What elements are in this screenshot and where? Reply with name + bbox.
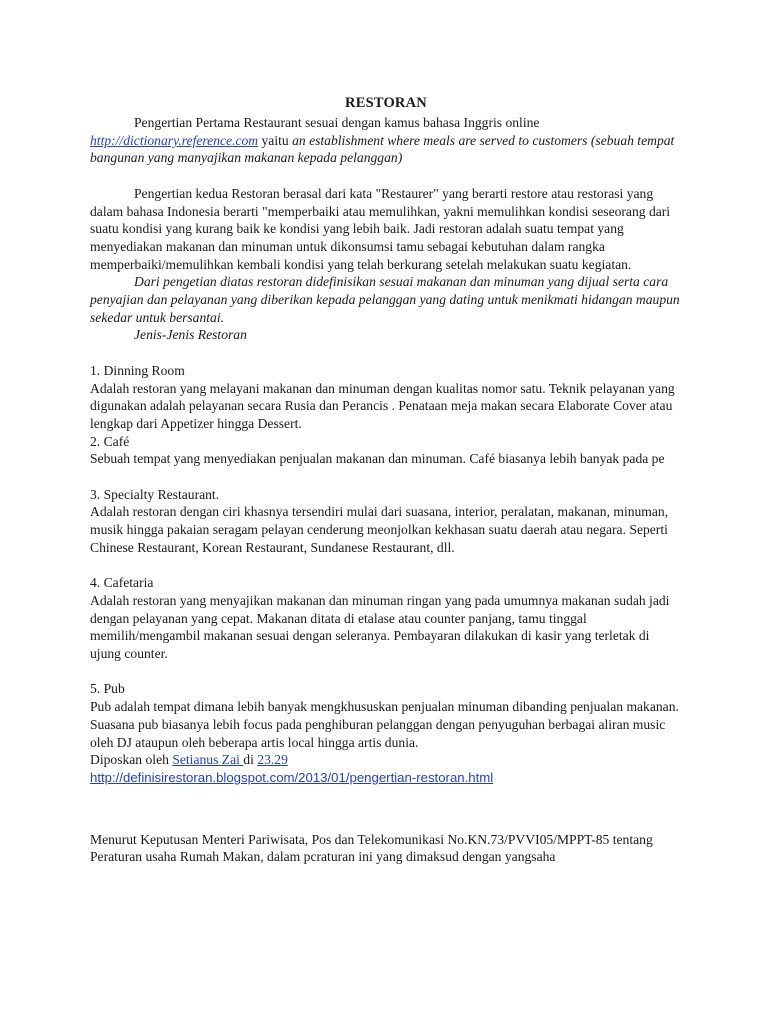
intro-yaitu: yaitu: [258, 132, 293, 148]
type-1-heading: 1. Dinning Room: [90, 362, 185, 378]
type-4-body: Adalah restoran yang menyajikan makanan dan minuman ringan yang pada umumnya makanan sudah jadi dengan pelayanan yang cepat. Makanan ditata di etalase atau counter panjang, tamu tinggal memilih/mengambil makanan sesuai dengan seleranya. Pembayaran dilakukan di kasir yang terletak di ujung counter.: [90, 592, 670, 662]
time-link[interactable]: 23.29: [257, 752, 288, 768]
type-3-body: Adalah restoran dengan ciri khasnya tersendiri mulai dari suasana, interior, peralatan, makanan, minuman, musik hingga pakaian seragam pelayan cenderung meonjolkan kekhasan suatu daerah atau negara. Seperti Chinese Restaurant, Korean Restaurant, Sundanese Restaurant, dll.: [90, 504, 669, 555]
posted-line: [90, 751, 682, 769]
type-3-heading: 3. Specialty Restaurant.: [90, 486, 220, 502]
spacer: [90, 468, 682, 486]
intro-definition-id: (sebuah tempat bangunan yang manyajikan makanan kepada pelanggan): [90, 132, 675, 166]
intro-definition-en: an establishment where meals are served to customers: [292, 132, 588, 148]
spacer: [90, 344, 682, 362]
types-heading: Jenis-Jenis Restoran: [134, 327, 247, 343]
type-1-body: Adalah restoran yang melayani makanan dan minuman dengan kualitas nomor satu. Teknik pelayanan yang digunakan adalah pelayanan secara Rusia dan Perancis . Penataan meja makan secara Elaborate Cover atau lengkap dari Appetizer hingga Dessert.: [90, 380, 675, 431]
document-title: RESTORAN: [345, 95, 427, 111]
type-4-heading: 4. Cafetaria: [90, 575, 154, 591]
source-url-line: [90, 769, 682, 787]
source-url-link[interactable]: http://definisirestoran.blogspot.com/2013/01/pengertian-restoran.html: [90, 769, 494, 785]
posted-di: di: [243, 752, 258, 768]
spacer: [90, 787, 682, 831]
spacer: [90, 167, 682, 185]
type-5-heading: 5. Pub: [90, 681, 125, 697]
type-2-heading: 2. Café: [90, 433, 130, 449]
type-2-body: Sebuah tempat yang menyediakan penjualan makanan dan minuman. Café biasanya lebih banyak pada pe: [90, 451, 665, 467]
second-paragraph: Pengertian kedua Restoran berasal dari kata "Restaurer" yang berarti restore atau restorasi yang dalam bahasa Indonesia berarti "memperbaiki atau memulihkan, yakni memulihkan kondisi seseorang dari suatu kondisi yang kurang baik ke kondisi yang lebih baik. Jadi restoran adalah suatu tempat yang menyediakan makanan dan minuman untuk dikonsumsi tamu sebagai kebutuhan dalam rangka memperbaiki/memulihkan kembali kondisi yang telah berkurang setelah melakukan suatu kegiatan.: [90, 185, 671, 272]
type-5-body: Pub adalah tempat dimana lebih banyak mengkhususkan penjualan minuman dibanding penjualan makanan. Suasana pub biasanya lebih focus pada penghiburan pelanggan dengan penyuguhan berbagai aliran music oleh DJ ataupun oleh beberapa artis local hingga artis dunia.: [90, 699, 679, 750]
author-link[interactable]: Setianus Zai: [172, 752, 244, 768]
spacer: [90, 663, 682, 681]
intro-paragraph: [90, 114, 682, 167]
document-page: [90, 94, 682, 866]
intro-lead: Pengertian Pertama Restaurant sesuai dengan kamus bahasa Inggris online: [134, 115, 540, 130]
definition-summary: Dari pengetian diatas restoran didefinisikan sesuai makanan dan minuman yang dijual serta cara penyajian dan pelayanan yang diberikan kepada pelanggan yang dating untuk menikmati hidangan maupun sekedar untuk bersantai.: [90, 274, 680, 325]
closing-paragraph: Menurut Keputusan Menteri Pariwisata, Pos dan Telekomunikasi No.KN.73/PVVI05/MPPT-85 tentang Peraturan usaha Rumah Makan, dalam pcraturan ini yang dimaksud dengan yangsaha: [90, 831, 653, 865]
spacer: [90, 557, 682, 575]
dictionary-link[interactable]: http://dictionary.reference.com: [90, 132, 259, 148]
posted-prefix: Diposkan oleh: [90, 752, 173, 768]
